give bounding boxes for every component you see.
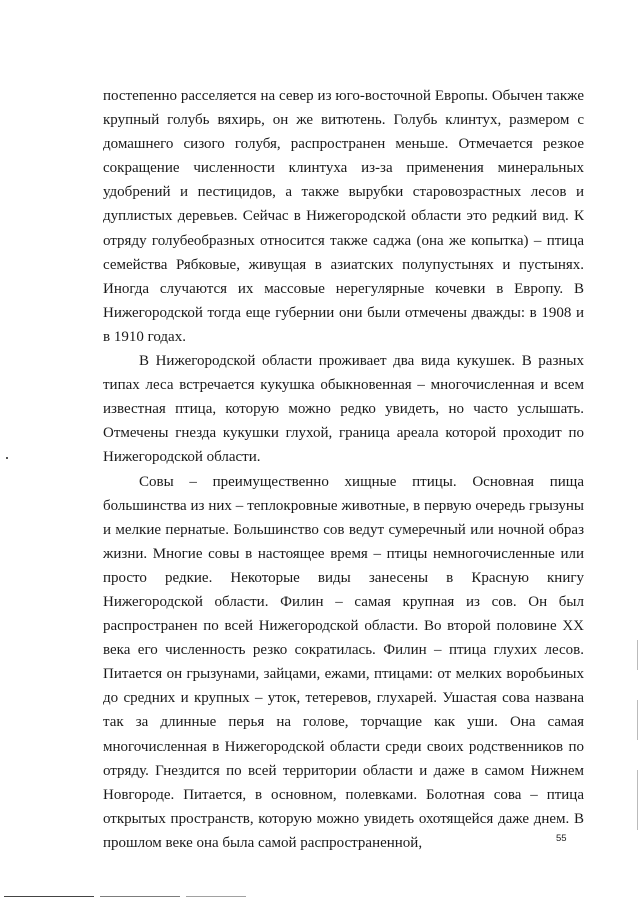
scan-edge-mark <box>637 700 638 740</box>
page-number: 55 <box>556 833 567 844</box>
scan-speck <box>6 457 8 459</box>
scan-footer-line <box>100 896 180 897</box>
scan-footer-line <box>4 896 94 897</box>
scan-edge-mark <box>637 640 638 670</box>
paragraph-doves: постепенно расселяется на север из юго-восточной Европы. Обычен также крупный голубь вяхирь, он же витютень. Голубь клинтух, размером с домашнего сизого голубя, распространен меньше. Отмечается резкое сокращение численности клинтуха из-за применения минеральных удобрений и пестицидов, а также вырубки старовозрастных лесов и дуплистых деревьев. Сейчас в Нижегородской области это редкий вид. К отряду голубеобразных относится также саджа (она же копытка) – птица семейства Рябковые, живущая в азиатских полупустынях и пустынях. Иногда случаются их массовые нерегулярные кочевки в Европу. В Нижегородской тогда еще губернии они были отмечены дважды: в 1908 и в 1910 годах. <box>103 88 584 345</box>
body-text <box>103 84 584 855</box>
paragraph-cuckoos: В Нижегородской области проживает два вида кукушек. В разных типах леса встречается кукушка обыкновенная – многочисленная и всем известная птица, которую можно редко увидеть, но часто услышать. Отмечены гнезда кукушки глухой, граница ареала которой проходит по Нижегородской области. <box>103 353 584 466</box>
scan-edge-mark <box>637 770 638 830</box>
paragraph-owls: Совы – преимущественно хищные птицы. Основная пища большинства из них – теплокровные животные, в первую очередь грызуны и мелкие пернатые. Большинство сов ведут сумеречный или ночной образ жизни. Многие совы в настоящее время – птицы немногочисленные или просто редкие. Некоторые виды занесены в Красную книгу Нижегородской области. Филин – самая крупная из сов. Он был распространен по всей Нижегородской области. Во второй половине XX века его численность резко сократилась. Филин – птица глухих лесов. Питается он грызунами, зайцами, ежами, птицами: от мелких воробьиных до средних и крупных – уток, тетеревов, глухарей. Ушастая сова названа так за длинные перья на голове, торчащие как уши. Она самая многочисленная в Нижегородской области среди своих родственников по отряду. Гнездится по всей территории области и даже в самом Нижнем Новгороде. Питается, в основном, полевками. Болотная сова – птица открытых пространств, которую можно увидеть охотящейся даже днем. В прошлом веке она была самой распространенной, <box>103 473 584 851</box>
scan-footer-line <box>186 896 246 897</box>
